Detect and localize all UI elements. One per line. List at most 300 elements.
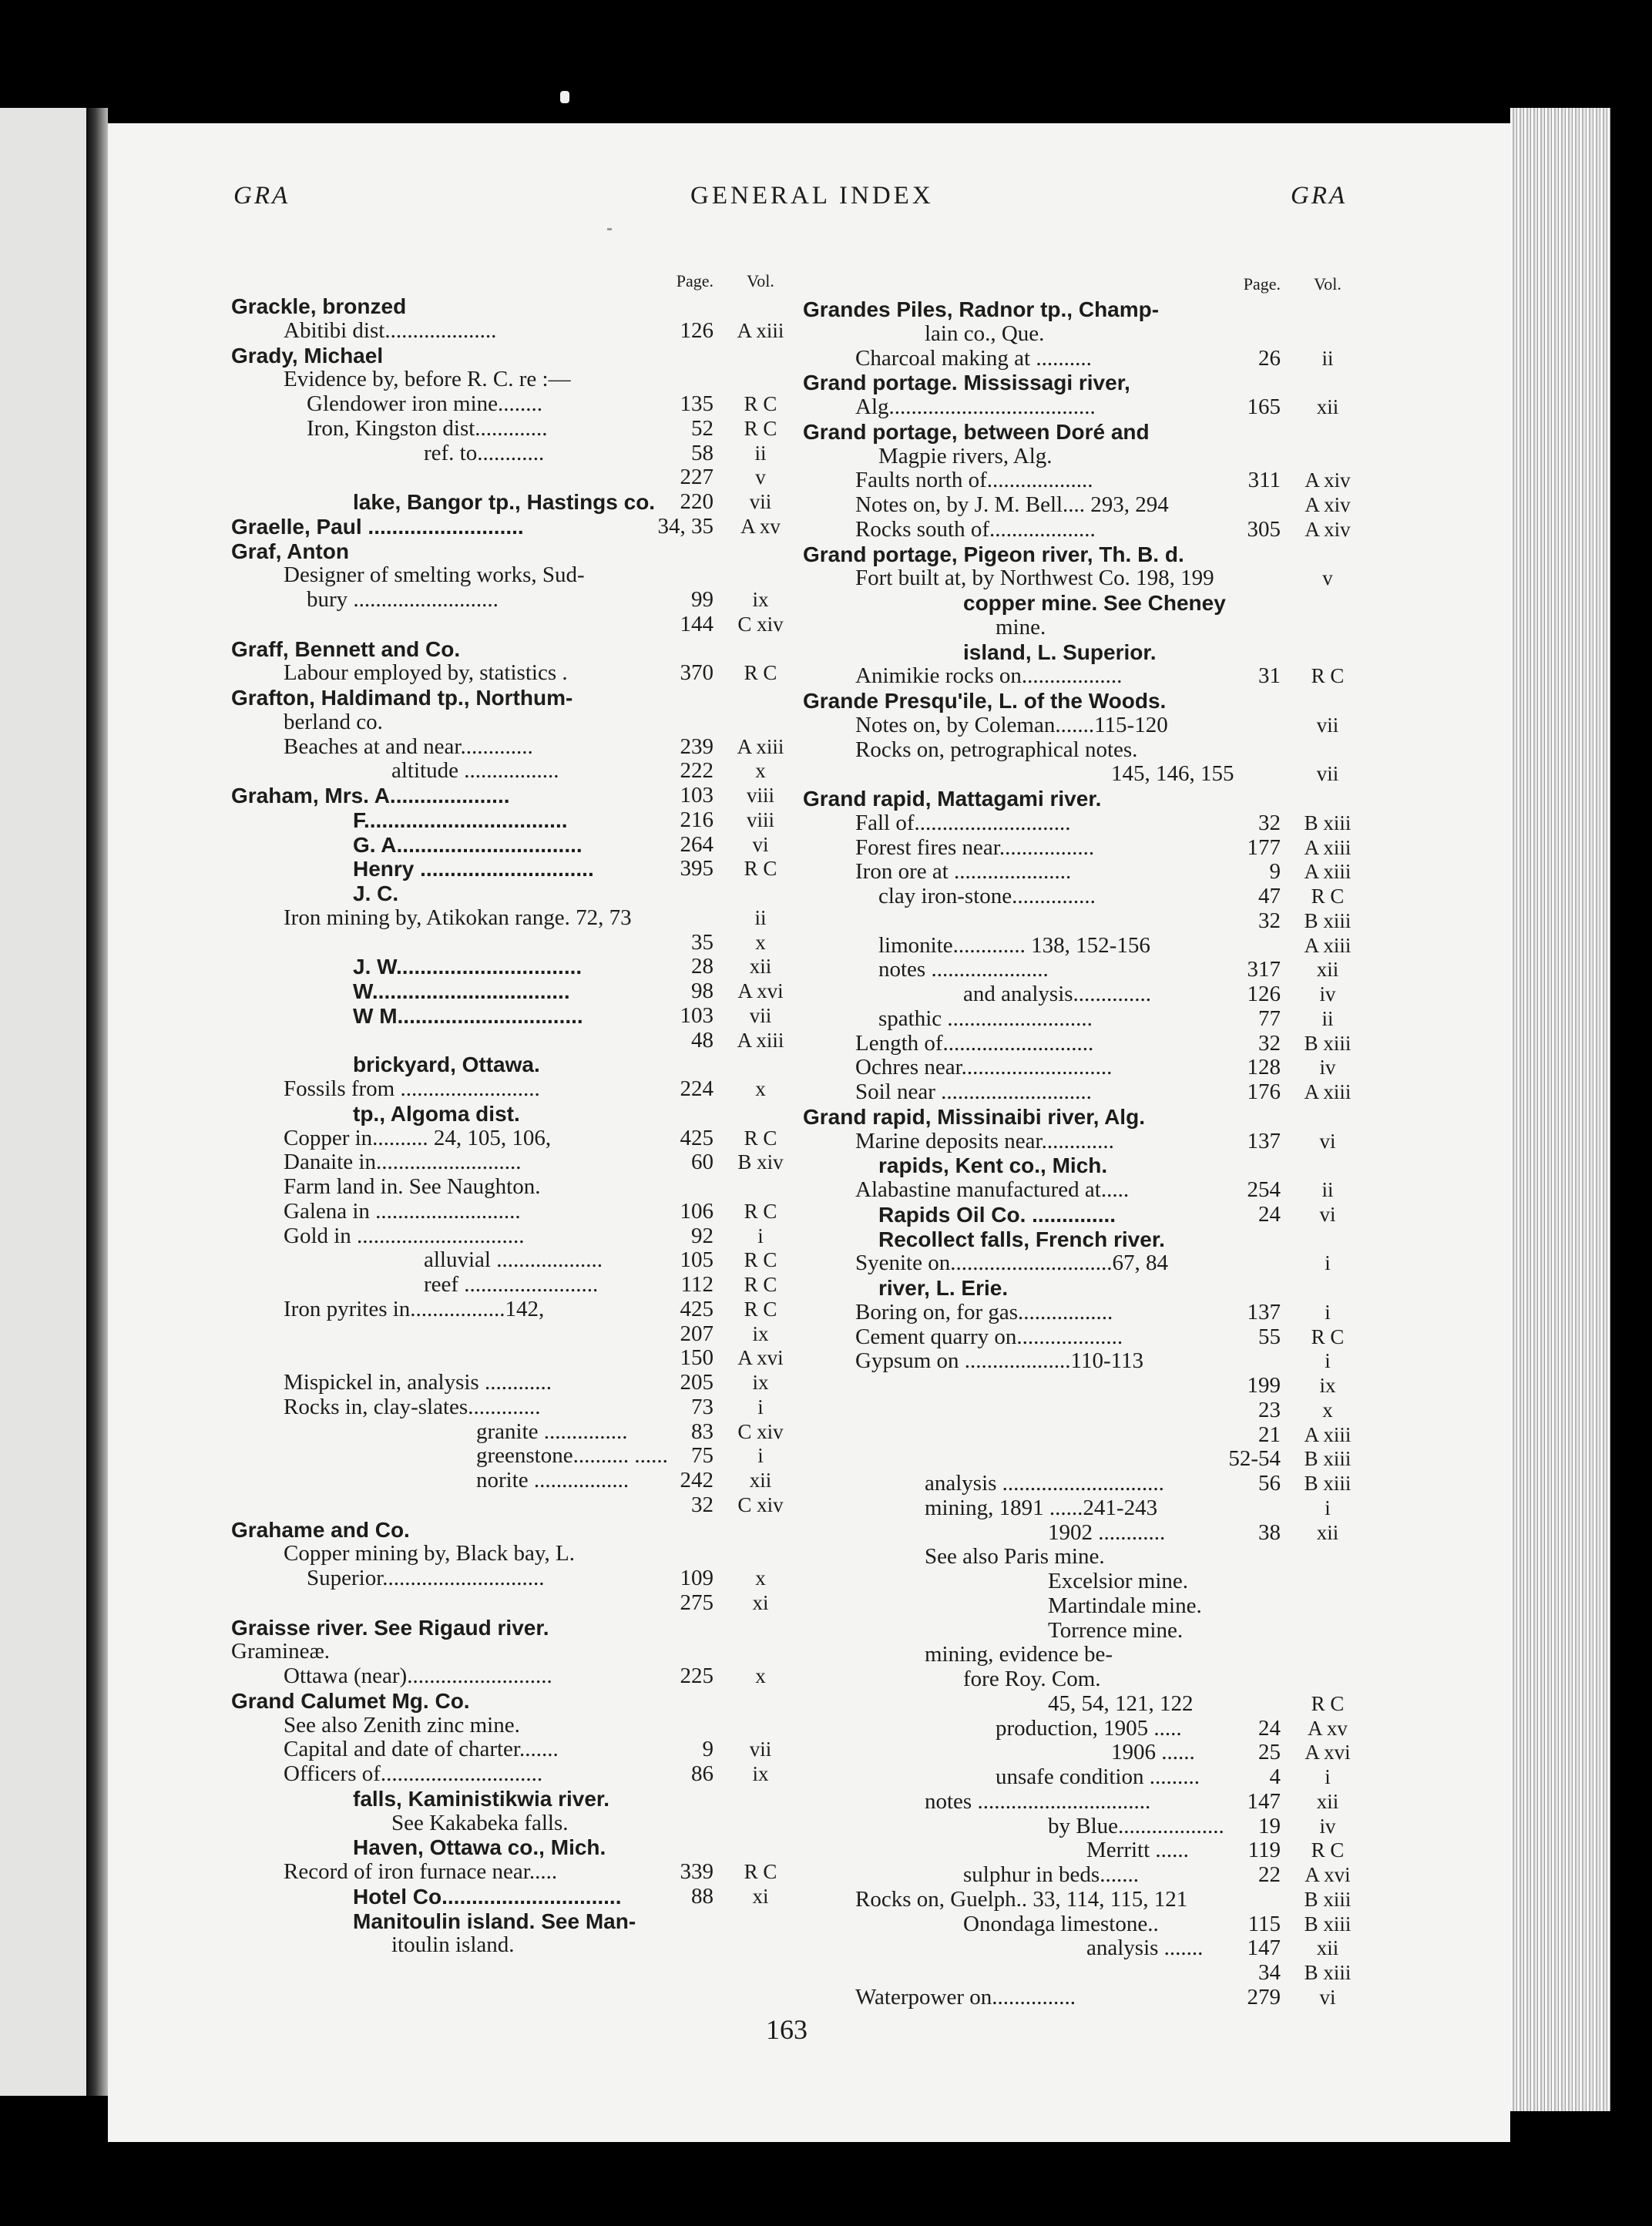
index-entry xyxy=(231,442,787,466)
index-entry xyxy=(231,465,787,490)
entry-text: Hotel Co.............................. xyxy=(353,1884,622,1909)
entry-volume: ix xyxy=(1319,1374,1336,1397)
entry-text: Syenite on.............................67, 84 xyxy=(855,1251,1168,1276)
entry-text: Ochres near........................... xyxy=(855,1055,1113,1080)
index-entry xyxy=(231,1273,787,1298)
page-stack-edge xyxy=(1510,108,1610,2111)
entry-volume: vi xyxy=(1319,1129,1336,1153)
entry-volume: v xyxy=(755,465,766,489)
index-entry xyxy=(803,468,1355,493)
index-entry xyxy=(231,1885,787,1909)
index-entry xyxy=(231,637,787,662)
entry-volume: i xyxy=(757,1395,764,1419)
entry-text: Forest fires near................. xyxy=(855,834,1095,860)
entry-volume: i xyxy=(757,1224,764,1247)
entry-volume: vii xyxy=(749,1003,772,1027)
entry-text: copper mine. See Cheney xyxy=(963,591,1226,615)
entry-page: 98 xyxy=(691,979,714,1003)
index-entry xyxy=(231,392,787,417)
page-number: 163 xyxy=(766,2014,808,2045)
entry-volume: x xyxy=(755,1077,766,1100)
entry-page: 395 xyxy=(680,856,714,881)
entry-volume: i xyxy=(1325,1349,1331,1373)
index-entry xyxy=(803,1545,1355,1570)
entry-text: Designer of smelting works, Sud- xyxy=(284,562,585,588)
index-entry xyxy=(803,1447,1355,1472)
index-entry xyxy=(231,1566,787,1591)
entry-text: notes ............................... xyxy=(925,1788,1151,1814)
entry-volume: R C xyxy=(744,1126,777,1150)
entry-text: clay iron-stone............... xyxy=(878,884,1096,908)
index-entry xyxy=(231,539,787,564)
index-entry xyxy=(803,1080,1355,1105)
index-entry xyxy=(231,613,787,637)
entry-text: river, L. Erie. xyxy=(878,1276,1009,1300)
entry-page: 317 xyxy=(1247,957,1281,982)
entry-volume: R C xyxy=(1311,1325,1345,1348)
entry-page: 32 xyxy=(691,1492,714,1517)
entry-volume: A xiii xyxy=(737,734,784,758)
entry-text: Grand rapid, Mattagami river. xyxy=(803,787,1102,811)
entry-volume: vii xyxy=(749,490,772,513)
entry-text: Onondaga limestone.. xyxy=(963,1911,1159,1936)
index-entry xyxy=(231,1493,787,1518)
entry-text: Grady, Michael xyxy=(231,343,384,368)
entry-text: Grand portage, Pigeon river, Th. B. d. xyxy=(803,542,1184,566)
entry-text: W................................. xyxy=(353,979,570,1003)
index-entry xyxy=(231,1518,787,1543)
index-entry xyxy=(803,1325,1355,1350)
entry-text: falls, Kaministikwia river. xyxy=(353,1786,610,1811)
page-heading: Page. xyxy=(676,271,714,290)
index-entry xyxy=(231,319,787,344)
vol-heading: Vol. xyxy=(747,271,774,290)
entry-page: 254 xyxy=(1247,1177,1281,1202)
entry-text: island, L. Superior. xyxy=(963,640,1157,664)
entry-text: Officers of............................. xyxy=(284,1761,543,1786)
entry-page: 23 xyxy=(1258,1397,1281,1422)
index-entry xyxy=(803,1912,1355,1937)
entry-page: 339 xyxy=(680,1859,714,1884)
entry-volume: R C xyxy=(1311,664,1345,688)
index-entry xyxy=(803,1472,1355,1496)
index-entry xyxy=(803,664,1355,689)
entry-text: analysis ............................. xyxy=(925,1471,1164,1496)
entry-volume: A xiii xyxy=(1304,860,1351,884)
entry-text: 145, 146, 155 xyxy=(1111,761,1234,787)
entry-page: 52-54 xyxy=(1228,1446,1281,1472)
entry-text: Gypsum on ...................110-113 xyxy=(855,1348,1144,1374)
entry-text: ref. to............ xyxy=(424,440,545,465)
index-entry xyxy=(803,1961,1355,1986)
entry-page: 21 xyxy=(1258,1422,1281,1447)
entry-text: Iron ore at ..................... xyxy=(855,859,1072,885)
entry-page: 34, 35 xyxy=(657,513,714,539)
entry-page: 32 xyxy=(1258,1030,1281,1056)
index-entry xyxy=(803,1032,1355,1056)
index-entry xyxy=(231,368,787,392)
entry-text: Beaches at and near............. xyxy=(284,734,533,759)
index-entry xyxy=(231,1200,787,1224)
index-entry xyxy=(231,417,787,442)
entry-volume: R C xyxy=(1311,1691,1345,1715)
entry-text: J. C. xyxy=(353,881,399,905)
index-entry xyxy=(803,1790,1355,1815)
entry-text: Graff, Bennett and Co. xyxy=(231,636,461,661)
index-entry xyxy=(803,1178,1355,1203)
entry-text: 1902 ............ xyxy=(1048,1519,1166,1545)
entry-text: bury .......................... xyxy=(307,587,499,612)
entry-text: See also Paris mine. xyxy=(925,1544,1105,1570)
entry-text: Animikie rocks on.................. xyxy=(855,663,1123,689)
index-entry xyxy=(803,713,1355,738)
entry-page: 126 xyxy=(680,317,714,343)
entry-volume: i xyxy=(1325,1251,1331,1275)
entry-text: alluvial ................... xyxy=(424,1247,603,1273)
entry-volume: R C xyxy=(744,1297,777,1321)
index-entry xyxy=(803,1203,1355,1227)
entry-volume: ix xyxy=(752,588,769,611)
entry-text: J. W............................... xyxy=(353,955,583,979)
entry-volume: ix xyxy=(752,1321,769,1345)
column-heading xyxy=(231,271,787,294)
index-entry xyxy=(231,1664,787,1689)
index-entry xyxy=(803,1643,1355,1667)
index-entry xyxy=(803,1986,1355,2010)
entry-volume: i xyxy=(1325,1765,1331,1788)
entry-text: analysis ....... xyxy=(1086,1936,1204,1961)
entry-page: 126 xyxy=(1247,982,1281,1006)
entry-page: 227 xyxy=(680,465,714,490)
index-entry xyxy=(231,1835,787,1860)
index-entry xyxy=(803,787,1355,811)
entry-volume: ix xyxy=(752,1762,769,1785)
entry-text: G. A............................... xyxy=(353,832,583,857)
index-entry xyxy=(231,661,787,686)
entry-text: Soil near ........................... xyxy=(855,1079,1092,1104)
index-entry xyxy=(803,1667,1355,1692)
entry-page: 106 xyxy=(680,1198,714,1224)
index-entry xyxy=(803,909,1355,934)
entry-volume: i xyxy=(1325,1496,1331,1519)
entry-volume: R C xyxy=(1311,1838,1345,1862)
entry-page: 115 xyxy=(1247,1911,1281,1936)
index-entry xyxy=(231,294,787,319)
entry-text: notes ..................... xyxy=(878,957,1049,982)
index-entry xyxy=(231,563,787,588)
entry-volume: xi xyxy=(752,1590,769,1614)
index-entry xyxy=(231,1933,787,1958)
entry-page: 32 xyxy=(1258,908,1281,933)
index-entry xyxy=(231,1395,787,1420)
entry-volume: vi xyxy=(1319,1202,1336,1226)
vol-heading: Vol. xyxy=(1314,274,1341,294)
index-entry xyxy=(231,735,787,760)
page-heading: Page. xyxy=(1243,274,1281,294)
index-entry xyxy=(803,762,1355,787)
index-entry xyxy=(803,1863,1355,1888)
entry-text: Gramineæ. xyxy=(231,1639,331,1664)
entry-volume: A xiii xyxy=(1304,835,1351,859)
entry-volume: ix xyxy=(752,1371,769,1394)
entry-page: 150 xyxy=(680,1345,714,1371)
entry-text: 1906 ...... xyxy=(1111,1740,1195,1765)
entry-page: 58 xyxy=(691,440,714,465)
index-entry xyxy=(803,1570,1355,1594)
entry-volume: R C xyxy=(744,1860,777,1883)
entry-volume: A xvi xyxy=(1304,1741,1351,1764)
entry-page: 425 xyxy=(680,1125,714,1150)
entry-volume: C xiv xyxy=(737,612,784,636)
index-entry xyxy=(231,1811,787,1836)
index-entry xyxy=(803,738,1355,763)
entry-text: Copper in.......... 24, 105, 106, xyxy=(284,1125,552,1150)
entry-page: 224 xyxy=(680,1076,714,1101)
scan-mark xyxy=(560,91,569,103)
index-entry xyxy=(803,371,1355,395)
entry-text: reef ........................ xyxy=(424,1272,599,1297)
entry-text: Rocks on, petrographical notes. xyxy=(855,737,1138,762)
index-entry xyxy=(231,857,787,881)
entry-text: Fort built at, by Northwest Co. 198, 199 xyxy=(855,566,1214,591)
index-entry xyxy=(231,710,787,735)
index-entry xyxy=(803,958,1355,982)
entry-page: 48 xyxy=(691,1027,714,1053)
entry-page: 35 xyxy=(691,929,714,955)
entry-text: Torrence mine. xyxy=(1048,1617,1184,1643)
entry-volume: x xyxy=(1322,1398,1333,1422)
index-entry xyxy=(231,979,787,1004)
entry-page: 75 xyxy=(691,1443,714,1469)
entry-volume: xii xyxy=(1316,1789,1339,1813)
entry-text: Charcoal making at .......... xyxy=(855,345,1092,371)
entry-volume: B xiii xyxy=(1304,1447,1351,1471)
entry-page: 38 xyxy=(1258,1519,1281,1545)
entry-volume: ii xyxy=(1321,346,1334,370)
index-entry xyxy=(803,1741,1355,1765)
entry-volume: iv xyxy=(1319,982,1336,1006)
entry-page: 31 xyxy=(1258,663,1281,689)
entry-text: fore Roy. Com. xyxy=(963,1667,1101,1691)
index-entry xyxy=(231,1787,787,1811)
index-entry xyxy=(803,297,1355,322)
entry-text: Danaite in.......................... xyxy=(284,1150,522,1175)
entry-text: berland co. xyxy=(284,709,383,734)
index-entry xyxy=(803,542,1355,567)
entry-text: altitude ................. xyxy=(391,758,559,784)
index-entry xyxy=(231,1126,787,1151)
entry-text: Grandes Piles, Radnor tp., Champ- xyxy=(803,297,1160,321)
entry-text: Faults north of................... xyxy=(855,468,1093,493)
entry-text: Record of iron furnace near..... xyxy=(284,1859,558,1884)
entry-page: 26 xyxy=(1258,345,1281,371)
entry-text: Boring on, for gas................. xyxy=(855,1299,1113,1325)
index-entry xyxy=(231,1102,787,1126)
entry-page: 9 xyxy=(702,1737,714,1762)
entry-text: Waterpower on............... xyxy=(855,1984,1076,2009)
entry-page: 24 xyxy=(1258,1201,1281,1227)
entry-text: Grafton, Haldimand tp., Northum- xyxy=(231,686,573,710)
entry-page: 216 xyxy=(680,807,714,832)
entry-text: rapids, Kent co., Mich. xyxy=(878,1153,1108,1178)
entry-page: 103 xyxy=(680,1002,714,1028)
entry-volume: B xiii xyxy=(1304,908,1351,932)
entry-volume: iv xyxy=(1319,1056,1336,1079)
index-entry xyxy=(231,515,787,539)
index-entry xyxy=(803,1130,1355,1154)
entry-page: 128 xyxy=(1247,1055,1281,1080)
entry-volume: x xyxy=(755,1664,766,1687)
entry-volume: xi xyxy=(752,1884,769,1908)
entry-page: 83 xyxy=(691,1419,714,1444)
entry-text: W M............................... xyxy=(353,1003,583,1028)
entry-text: and analysis.............. xyxy=(963,982,1152,1006)
index-entry xyxy=(231,1248,787,1273)
entry-page: 86 xyxy=(691,1761,714,1786)
index-column-left xyxy=(231,271,787,1958)
entry-page: 73 xyxy=(691,1394,714,1419)
index-entry xyxy=(231,1616,787,1640)
index-entry xyxy=(231,1224,787,1249)
entry-text: Graelle, Paul .......................... xyxy=(231,514,524,539)
entry-volume: xii xyxy=(749,1469,772,1492)
index-entry xyxy=(231,1444,787,1469)
entry-text: Evidence by, before R. C. re :— xyxy=(284,367,571,392)
index-entry xyxy=(803,1227,1355,1252)
index-entry xyxy=(803,1815,1355,1839)
index-entry xyxy=(803,1251,1355,1276)
index-entry xyxy=(231,1175,787,1200)
entry-page: 105 xyxy=(680,1247,714,1273)
entry-volume: R C xyxy=(744,857,777,881)
entry-text: mining, 1891 ......241-243 xyxy=(925,1495,1158,1520)
entry-volume: A xv xyxy=(740,514,781,538)
entry-volume: viii xyxy=(746,807,774,831)
entry-page: 34 xyxy=(1258,1960,1281,1985)
entry-text: Ottawa (near).......................... xyxy=(284,1664,552,1688)
entry-volume: B xiv xyxy=(737,1150,784,1174)
entry-volume: R C xyxy=(744,1248,777,1272)
index-entry xyxy=(231,1909,787,1934)
entry-text: Glendower iron mine........ xyxy=(307,391,543,416)
entry-text: Labour employed by, statistics . xyxy=(284,660,568,686)
entry-volume: R C xyxy=(744,1273,777,1296)
entry-page: 25 xyxy=(1258,1740,1281,1765)
entry-page: 176 xyxy=(1247,1079,1281,1104)
index-entry xyxy=(231,686,787,710)
index-entry xyxy=(231,1053,787,1077)
index-entry xyxy=(803,1692,1355,1717)
entry-volume: A xiv xyxy=(1304,493,1351,516)
entry-volume: x xyxy=(755,930,766,954)
index-entry xyxy=(231,1689,787,1714)
entry-volume: iv xyxy=(1319,1814,1336,1838)
entry-volume: vii xyxy=(1316,713,1339,737)
entry-text: lake, Bangor tp., Hastings co. xyxy=(353,490,656,514)
index-entry xyxy=(803,982,1355,1007)
entry-page: 55 xyxy=(1258,1324,1281,1349)
entry-volume: R C xyxy=(744,392,777,415)
column-heading xyxy=(803,274,1355,297)
index-entry xyxy=(803,689,1355,713)
entry-page: 52 xyxy=(691,415,714,441)
index-entry xyxy=(231,490,787,515)
entry-volume: ii xyxy=(754,905,767,929)
entry-page: 92 xyxy=(691,1223,714,1248)
entry-text: norite ................. xyxy=(476,1468,630,1492)
entry-text: spathic .......................... xyxy=(878,1006,1093,1031)
index-entry xyxy=(803,1594,1355,1619)
entry-text: Magpie rivers, Alg. xyxy=(878,443,1053,468)
index-entry xyxy=(803,860,1355,885)
entry-volume: B xiii xyxy=(1304,1031,1351,1055)
book-gutter xyxy=(86,108,108,2096)
index-entry xyxy=(231,1640,787,1664)
index-entry xyxy=(803,1398,1355,1423)
index-entry xyxy=(803,322,1355,347)
index-entry xyxy=(231,906,787,931)
index-entry xyxy=(231,1737,787,1762)
entry-text: Grand portage, between Doré and xyxy=(803,419,1150,444)
entry-text: Excelsior mine. xyxy=(1048,1569,1189,1593)
entry-volume: xii xyxy=(1316,395,1339,418)
entry-page: 19 xyxy=(1258,1813,1281,1838)
entry-page: 32 xyxy=(1258,810,1281,835)
entry-text: Superior............................. xyxy=(307,1566,545,1590)
facing-page-edge xyxy=(0,108,86,2096)
entry-text: Iron, Kingston dist............. xyxy=(307,415,548,441)
entry-text: Grand portage. Mississagi river, xyxy=(803,371,1130,395)
entry-page: 28 xyxy=(691,954,714,979)
index-entry xyxy=(803,591,1355,616)
running-head-right: GRA xyxy=(1291,182,1348,210)
index-entry xyxy=(803,566,1355,591)
entry-text: 45, 54, 121, 122 xyxy=(1048,1690,1194,1716)
entry-volume: v xyxy=(1322,566,1333,590)
entry-page: 77 xyxy=(1258,1006,1281,1031)
index-entry xyxy=(231,1077,787,1102)
header-rule-mark xyxy=(607,228,612,230)
entry-text: limonite............. 138, 152-156 xyxy=(878,932,1150,958)
entry-page: 24 xyxy=(1258,1715,1281,1741)
entry-text: Notes on, by Coleman.......115-120 xyxy=(855,712,1168,737)
index-entry xyxy=(231,1469,787,1493)
index-column-right xyxy=(803,274,1355,2010)
index-entry xyxy=(803,934,1355,959)
entry-page: 225 xyxy=(680,1664,714,1688)
entry-page: 370 xyxy=(680,660,714,686)
index-entry xyxy=(231,1298,787,1322)
entry-volume: C xiv xyxy=(737,1492,784,1516)
entry-page: 109 xyxy=(680,1566,714,1590)
index-entry xyxy=(803,1105,1355,1130)
entry-page: 147 xyxy=(1247,1936,1281,1961)
entry-text: Length of........................... xyxy=(855,1030,1094,1056)
entry-text: brickyard, Ottawa. xyxy=(353,1053,540,1077)
index-entry xyxy=(231,1860,787,1885)
entry-text: Fossils from ......................... xyxy=(284,1076,540,1101)
entry-text: Henry ............................. xyxy=(353,857,594,881)
entry-text: Rapids Oil Co. .............. xyxy=(878,1202,1116,1227)
entry-volume: xii xyxy=(749,955,772,979)
index-entry xyxy=(231,1322,787,1347)
index-entry xyxy=(803,616,1355,640)
entry-page: 22 xyxy=(1258,1862,1281,1887)
entry-text: Graf, Anton xyxy=(231,539,349,563)
entry-text: Grackle, bronzed xyxy=(231,294,407,318)
entry-text: Alabastine manufactured at..... xyxy=(855,1177,1130,1202)
entry-volume: A xiii xyxy=(1304,1080,1351,1103)
